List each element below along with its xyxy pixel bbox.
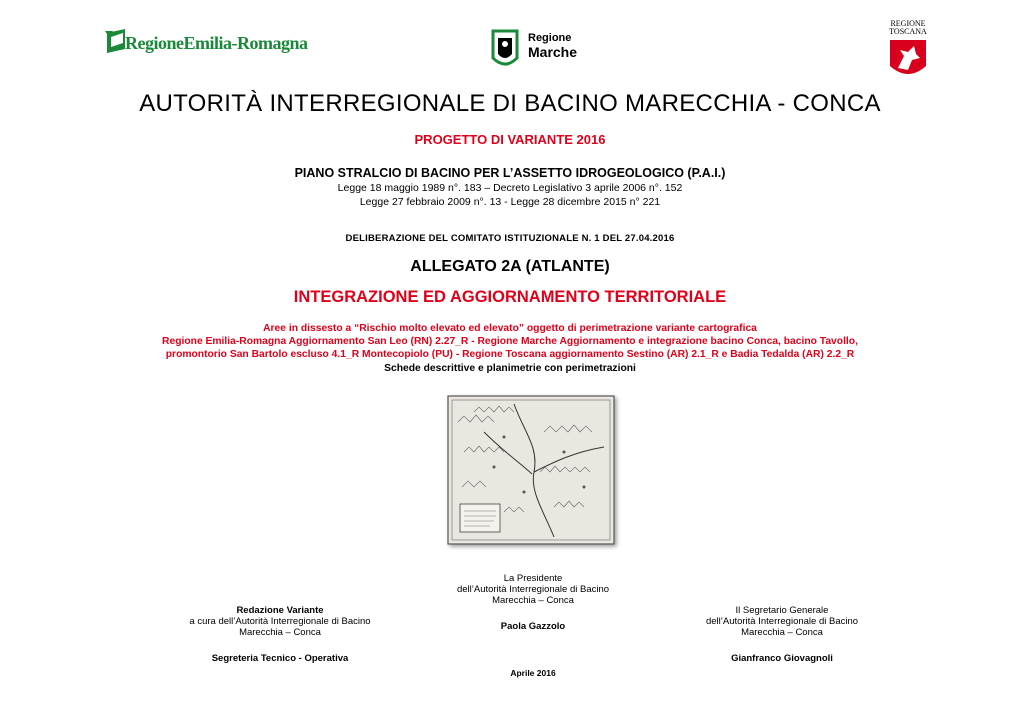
authority-title: AUTORITÀ INTERREGIONALE DI BACINO MARECCHIA - CONCA xyxy=(139,90,881,117)
drafting-block xyxy=(160,605,400,638)
technical-secretariat: Segreteria Tecnico - Operativa xyxy=(211,653,349,664)
law-reference-line-1: Legge 18 maggio 1989 n°. 183 – Decreto Legislativo 3 aprile 2006 n°. 152 xyxy=(337,182,683,194)
deliberation-reference: DELIBERAZIONE DEL COMITATO ISTITUZIONALE N. 1 DEL 27.04.2016 xyxy=(345,233,675,244)
secretary-name: Gianfranco Giovagnoli xyxy=(731,653,833,664)
description-line-3: promontorio San Bartolo escluso 4.1_R Montecopiolo (PU) - Regione Toscana aggiornamento Sestino (AR) 2.1_R e Badia Tedalda (AR) 2.2_R xyxy=(165,349,855,360)
historic-map-illustration xyxy=(444,392,622,550)
president-role: La Presidente xyxy=(503,573,563,584)
description-line-1: Aree in dissesto a “Rischio molto elevato ed elevato” oggetto di perimetrazione variante cartografica xyxy=(263,323,757,334)
marche-logo-line1: Regione xyxy=(528,32,572,44)
attachment-title: ALLEGATO 2A (ATLANTE) xyxy=(410,258,610,275)
secretary-block xyxy=(662,605,902,638)
toscana-logo-text: REGIONE TOSCANA xyxy=(889,19,927,36)
marche-logo xyxy=(490,28,600,74)
document-date: Aprile 2016 xyxy=(510,668,556,678)
pegasus-shield-icon xyxy=(884,38,932,82)
president-authority: dell’Autorità Interregionale di Bacino xyxy=(456,584,610,595)
description-line-4: Schede descrittive e planimetrie con perimetrazioni xyxy=(384,363,636,374)
marche-logo-line2: Marche xyxy=(528,44,578,60)
plan-title: PIANO STRALCIO DI BACINO PER L’ASSETTO IDROGEOLOGICO (P.A.I.) xyxy=(294,166,726,180)
toscana-logo xyxy=(884,20,932,82)
emilia-romagna-logo-text: RegioneEmilia-Romagna xyxy=(125,33,308,53)
emilia-romagna-logo xyxy=(105,27,310,55)
emilia-romagna-emblem-icon xyxy=(105,27,127,55)
drafting-title: Redazione Variante xyxy=(236,605,324,616)
project-subtitle: PROGETTO DI VARIANTE 2016 xyxy=(414,132,606,147)
drafting-basin: Marecchia – Conca xyxy=(239,627,321,638)
secretary-basin: Marecchia – Conca xyxy=(741,627,823,638)
president-block xyxy=(430,573,636,606)
president-basin: Marecchia – Conca xyxy=(492,595,574,606)
secretary-title: Il Segretario Generale xyxy=(735,605,829,616)
description-line-2: Regione Emilia-Romagna Aggiornamento San Leo (RN) 2.27_R - Regione Marche Aggiornamento e integrazione bacino Conca, bacino Tavollo, xyxy=(162,336,858,347)
integration-title: INTEGRAZIONE ED AGGIORNAMENTO TERRITORIALE xyxy=(293,288,727,306)
law-reference-line-2: Legge 27 febbraio 2009 n°. 13 - Legge 28 dicembre 2015 n° 221 xyxy=(359,196,661,208)
drafting-authority: a cura dell’Autorità Interregionale di Bacino xyxy=(189,616,371,627)
marche-shield-icon xyxy=(490,28,520,72)
secretary-authority: dell’Autorità Interregionale di Bacino xyxy=(705,616,859,627)
president-name: Paola Gazzolo xyxy=(500,621,566,632)
